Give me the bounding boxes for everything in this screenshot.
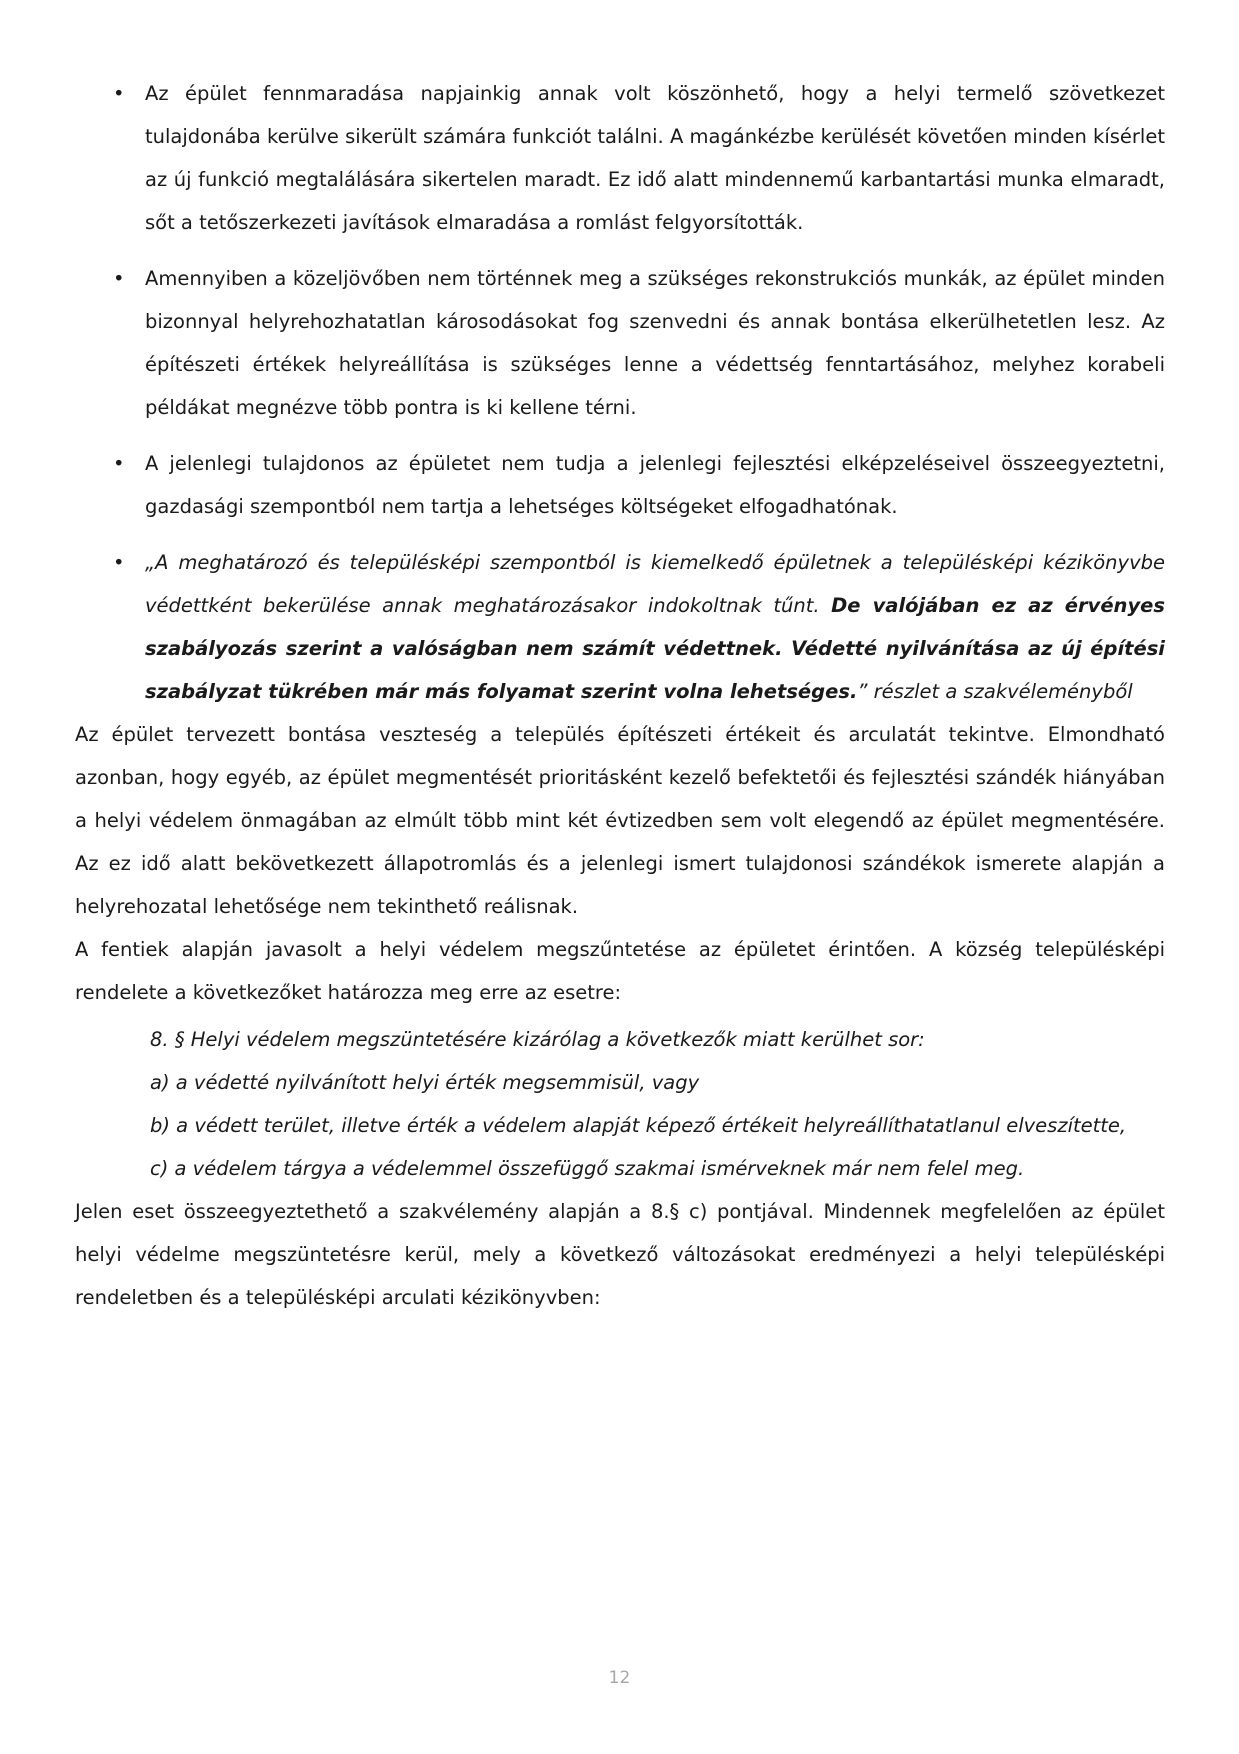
bullet-icon: • [113, 452, 125, 475]
paragraph-demolition-loss: Az épület tervezett bontása veszteség a település építészeti értékeit és arculatát tekintve. Elmondható azonban, hogy egyéb, az épület megmentését prioritásként kezelő befektetői és fejlesztési szándék hiányában a helyi védelem önmagában az elmúlt több mint két évtizedben sem volt elegendő az épület megmentésére. Az ez idő alatt bekövetkezett állapotromlás és a jelenlegi ismert tulajdonosi szándékok ismerete alapján a helyrehozatal lehetősége nem tekinthető reálisnak. [75, 723, 1165, 918]
expert-opinion-quote [145, 551, 1165, 703]
regulation-item-a: a) a védetté nyilvánított helyi érték megsemmisül, vagy [150, 1071, 700, 1094]
bullet-text: A jelenlegi tulajdonos az épületet nem tudja a jelenlegi fejlesztési elképzeléseivel összeegyeztetni, gazdasági szempontból nem tartja a lehetséges költségeket elfogadhatónak. [145, 452, 1165, 518]
bullet-text: Az épület fennmaradása napjainkig annak volt köszönhető, hogy a helyi termelő szövetkezet tulajdonába kerülve sikerült számára funkciót találni. A magánkézbe kerülését követően minden kísérlet az új funkció megtalálására sikertelen maradt. Ez idő alatt mindennemű karbantartási munka elmaradt, sőt a tetőszerkezeti javítások elmaradása a romlást felgyorsították. [145, 82, 1165, 234]
list-item [75, 72, 1165, 244]
bullet-icon: • [113, 82, 125, 105]
bullet-icon: • [113, 267, 125, 290]
list-item [75, 257, 1165, 429]
paragraph-protection-removal-proposal: A fentiek alapján javasolt a helyi védelem megszűntetése az épületet érintően. A község településképi rendelete a következőket határozza meg erre az esetre: [75, 938, 1165, 1004]
page-number: 12 [608, 1668, 631, 1688]
quote-intro-text: „A meghatározó és településképi szempontból is kiemelkedő épületnek a településképi kézikönyvbe védettként bekerülése annak meghatározásakor indokoltnak tűnt. [145, 551, 1165, 617]
bullet-text: Amennyiben a közeljövőben nem történnek meg a szükséges rekonstrukciós munkák, az épület minden bizonnyal helyrehozhatatlan károsodásokat fog szenvedni és annak bontása elkerülhetetlen lesz. Az építészeti értékek helyreállítása is szükséges lenne a védettség fenntartásához, melyhez korabeli példákat megnézve több pontra is ki kellene térni. [145, 267, 1165, 419]
list-item-quote [75, 541, 1165, 713]
paragraph-conclusion: Jelen eset összeegyeztethető a szakvélemény alapján a 8.§ c) pontjával. Mindennek megfelelően az épület helyi védelme megszüntetésre kerül, mely a következő változásokat eredményezi a helyi településképi rendeletben és a településképi arculati kézikönyvben: [75, 1200, 1165, 1309]
quote-outro-text: ” részlet a szakvéleményből [857, 680, 1133, 703]
regulation-intro: 8. § Helyi védelem megszüntetésére kizárólag a következők miatt kerülhet sor: [150, 1028, 925, 1051]
regulation-excerpt [150, 1018, 1165, 1190]
bullet-icon: • [113, 551, 125, 574]
regulation-item-c: c) a védelem tárgya a védelemmel összefüggő szakmai ismérveknek már nem felel meg. [150, 1157, 1025, 1180]
bullet-list [75, 72, 1165, 713]
regulation-item-b: b) a védett terület, illetve érték a védelem alapját képező értékeit helyreállíthatatlanul elveszítette, [150, 1114, 1127, 1137]
document-content [75, 72, 1165, 1319]
list-item [75, 442, 1165, 528]
quote-emphasis-text: De valójában ez az érvényes szabályozás szerint a valóságban nem számít védettnek. Védetté nyilvánítása az új építési szabályzat tükrében már más folyamat szerint volna lehetséges. [145, 594, 1165, 703]
